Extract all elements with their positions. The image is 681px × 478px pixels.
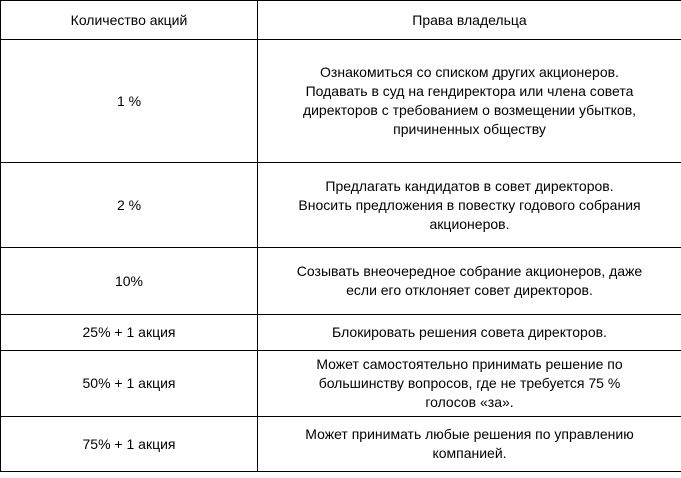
rights-line: компанией. <box>432 445 507 461</box>
rights-cell <box>258 351 681 417</box>
rights-line: Может принимать любые решения по управлению <box>305 426 634 442</box>
shares-cell: 75% + 1 акция <box>1 417 258 472</box>
table-row <box>1 315 681 351</box>
shares-cell: 1 % <box>1 40 258 163</box>
table-row <box>1 351 681 417</box>
table-row <box>1 248 681 315</box>
table-row <box>1 163 681 248</box>
shares-cell: 10% <box>1 248 258 315</box>
rights-line: Подавать в суд на гендиректора или члена совета <box>305 83 634 99</box>
rights-line: Созывать внеочередное собрание акционеров, даже <box>296 263 643 279</box>
rights-cell <box>258 417 681 472</box>
header-rights: Права владельца <box>258 1 681 40</box>
rights-line: Предлагать кандидатов в совет директоров. <box>325 177 614 194</box>
rights-line: акционеров. <box>429 215 510 232</box>
rights-line: голосов «за». <box>425 394 514 410</box>
shares-cell: 50% + 1 акция <box>1 351 258 417</box>
shares-cell: 2 % <box>1 163 258 248</box>
table-header-row <box>1 1 681 40</box>
rights-line: Может самостоятельно принимать решение по <box>316 356 623 372</box>
shares-cell: 25% + 1 акция <box>1 315 258 351</box>
table-row <box>1 40 681 163</box>
rights-line: директоров с требованием о возмещении убытков, <box>302 102 637 118</box>
rights-line: Блокировать решения совета директоров. <box>332 324 607 340</box>
rights-cell <box>258 315 681 351</box>
rights-line: если его отклоняет совет директоров. <box>346 282 593 298</box>
rights-line: Ознакомиться со списком других акционеров. <box>320 64 619 80</box>
table-row <box>1 417 681 472</box>
rights-cell <box>258 40 681 163</box>
rights-cell <box>258 248 681 315</box>
rights-line: большинству вопросов, где не требуется 75 % <box>318 375 621 391</box>
header-shares: Количество акций <box>1 1 258 40</box>
rights-line: причиненных обществу <box>393 121 546 137</box>
rights-cell <box>258 163 681 248</box>
rights-line: Вносить предложения в повестку годового собрания <box>298 196 641 213</box>
